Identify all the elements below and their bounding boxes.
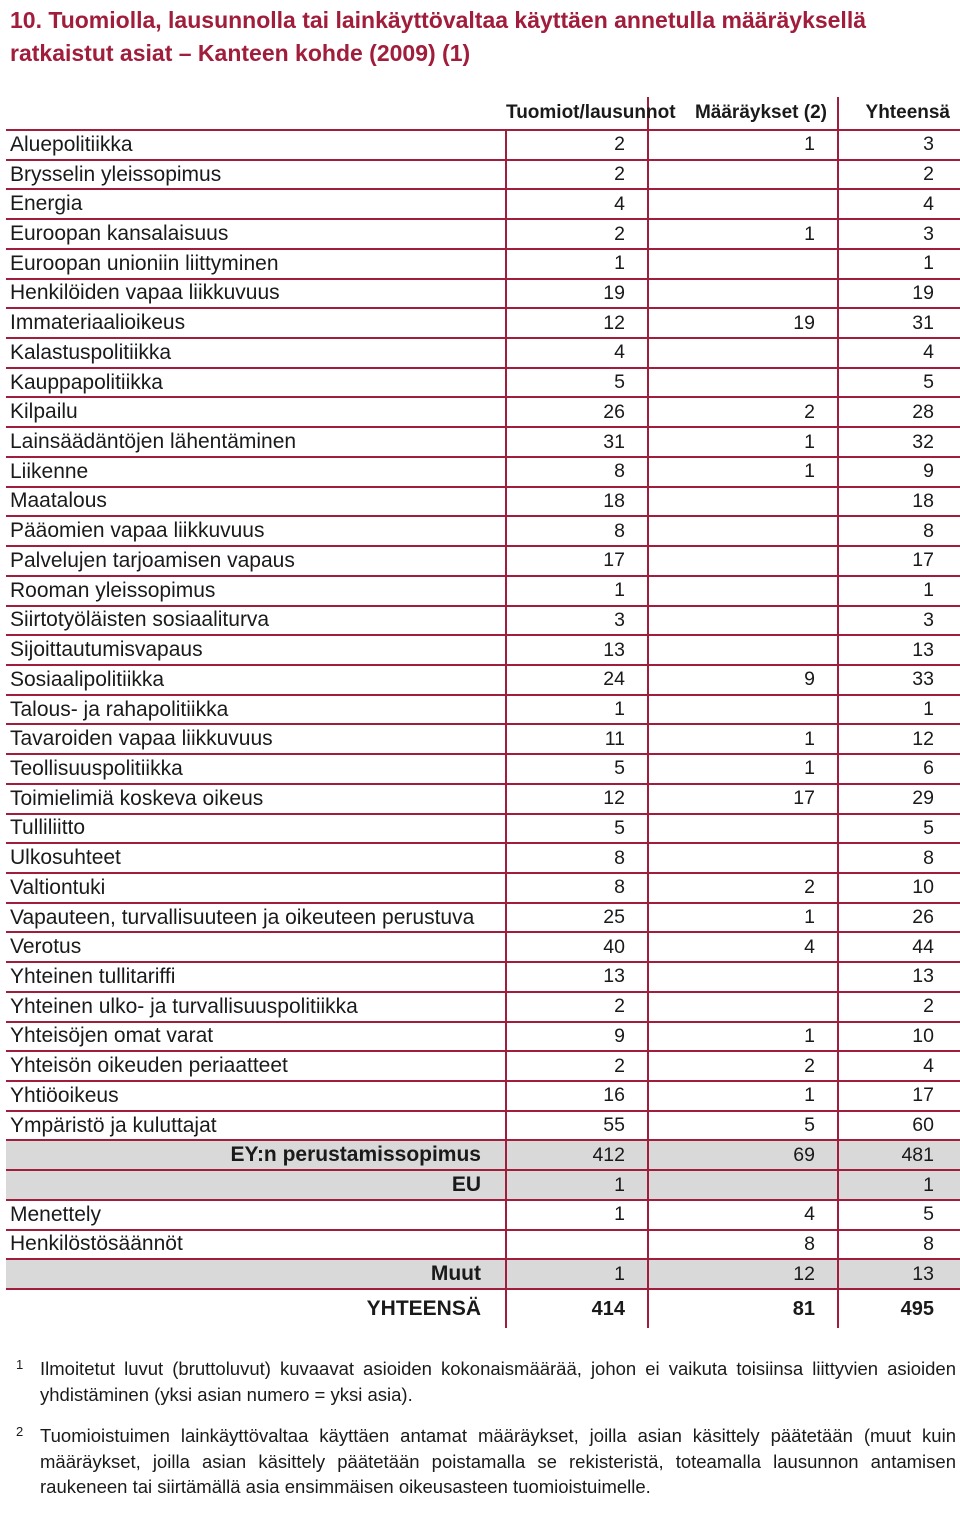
cell-judgments: 412 [506,1140,648,1170]
cell-orders [648,695,838,725]
cell-judgments: 2 [506,992,648,1022]
row-label: Immateriaalioikeus [6,308,506,338]
cell-total: 60 [838,1111,960,1141]
cell-total: 5 [838,1200,960,1230]
cell-orders [648,249,838,279]
cell-total: 29 [838,784,960,814]
row-label: EY:n perustamissopimus [6,1140,506,1170]
table-row [6,160,960,190]
cell-total: 4 [838,189,960,219]
cell-judgments: 11 [506,724,648,754]
row-label: Muut [6,1259,506,1289]
cell-orders: 1 [648,1081,838,1111]
table-row [6,606,960,636]
cell-judgments: 5 [506,754,648,784]
row-label: Talous- ja rahapolitiikka [6,695,506,725]
cell-orders [648,487,838,517]
row-label: Palvelujen tarjoamisen vapaus [6,546,506,576]
footnote-text: Ilmoitetut luvut (bruttoluvut) kuvaavat asioiden kokonaismäärää, johon ei vaikuta toisiinsa liittyvien asioiden yhdistäminen (yksi asian numero = yksi asia). [40,1358,956,1405]
table-row [6,516,960,546]
cell-judgments: 4 [506,189,648,219]
cell-judgments: 26 [506,397,648,427]
cell-orders [648,189,838,219]
cell-judgments: 1 [506,1170,648,1200]
cell-orders: 1 [648,1022,838,1052]
table-row [6,1111,960,1141]
cell-total: 44 [838,932,960,962]
table-header-row [6,97,960,130]
table-row [6,546,960,576]
cell-orders: 19 [648,308,838,338]
cell-judgments: 1 [506,576,648,606]
cell-total: 13 [838,962,960,992]
cell-total: 10 [838,873,960,903]
cell-total: 33 [838,665,960,695]
table-row [6,249,960,279]
cell-orders: 5 [648,1111,838,1141]
cell-judgments: 55 [506,1111,648,1141]
cell-judgments: 31 [506,427,648,457]
table-row [6,1200,960,1230]
footnote-mark: 2 [16,1424,24,1439]
footnote-text: Tuomioistuimen lainkäyttövaltaa käyttäen antamat määräykset, joilla asian käsittely päätetään (muut kuin määräykset, joilla asian käsittely päätetään poistamalla se rekisteristä, toteamalla lausunnon antamisen raukeneen tai siirtämällä asia ensimmäisen oikeusasteen tuomioistuimelle. [40,1425,956,1497]
cases-table [6,97,960,1328]
cell-total: 1 [838,695,960,725]
cell-orders: 4 [648,1200,838,1230]
cell-judgments: 9 [506,1022,648,1052]
cell-judgments: 25 [506,903,648,933]
cell-judgments: 5 [506,814,648,844]
header-judgments: Tuomiot/lausunnot [506,97,648,130]
cell-total: 13 [838,635,960,665]
cell-total: 481 [838,1140,960,1170]
header-spacer [6,97,506,130]
row-label: Yhteinen ulko- ja turvallisuuspolitiikka [6,992,506,1022]
row-label: Verotus [6,932,506,962]
cell-judgments: 5 [506,368,648,398]
cell-total: 9 [838,457,960,487]
cell-judgments: 8 [506,516,648,546]
subtotal-row [6,1140,960,1170]
table-row [6,1230,960,1260]
row-label: Maatalous [6,487,506,517]
cell-judgments: 8 [506,873,648,903]
header-total: Yhteensä [838,97,960,130]
row-label: Liikenne [6,457,506,487]
cell-orders: 17 [648,784,838,814]
cell-judgments: 8 [506,843,648,873]
row-label: Yhteisöjen omat varat [6,1022,506,1052]
row-label: Yhteinen tullitariffi [6,962,506,992]
cell-total: 1 [838,1170,960,1200]
cell-total: 6 [838,754,960,784]
cell-orders [648,338,838,368]
cell-orders [648,635,838,665]
row-label: Yhtiöoikeus [6,1081,506,1111]
row-label: Ympäristö ja kuluttajat [6,1111,506,1141]
total-row [6,1289,960,1328]
cell-total: 495 [838,1289,960,1328]
cell-judgments: 1 [506,1259,648,1289]
cell-judgments: 3 [506,606,648,636]
table-row [6,903,960,933]
cell-orders [648,843,838,873]
cell-orders: 69 [648,1140,838,1170]
cell-total: 26 [838,903,960,933]
cell-orders [648,160,838,190]
cell-total: 17 [838,546,960,576]
cell-orders: 1 [648,754,838,784]
cell-orders: 2 [648,873,838,903]
row-label: Sosiaalipolitiikka [6,665,506,695]
cell-total: 31 [838,308,960,338]
cell-total: 8 [838,516,960,546]
table-row [6,784,960,814]
table-row [6,457,960,487]
cell-orders: 2 [648,1051,838,1081]
cell-orders [648,546,838,576]
cell-judgments: 19 [506,279,648,309]
cell-total: 3 [838,130,960,160]
cell-judgments: 1 [506,1200,648,1230]
cell-total: 28 [838,397,960,427]
table-row [6,724,960,754]
cell-orders [648,606,838,636]
cell-judgments [506,1230,648,1260]
cell-total: 1 [838,576,960,606]
cell-total: 8 [838,843,960,873]
cell-orders: 2 [648,397,838,427]
table-row [6,1051,960,1081]
row-label: Henkilöstösäännöt [6,1230,506,1260]
cell-orders [648,1170,838,1200]
table-row [6,695,960,725]
footnote [10,1356,956,1407]
row-label: Euroopan kansalaisuus [6,219,506,249]
cell-judgments: 17 [506,546,648,576]
cell-orders [648,814,838,844]
row-label: Euroopan unioniin liittyminen [6,249,506,279]
table-row [6,130,960,160]
table-row [6,219,960,249]
cell-judgments: 1 [506,695,648,725]
cell-total: 1 [838,249,960,279]
table-row [6,576,960,606]
cell-judgments: 13 [506,962,648,992]
subtotal-row [6,1170,960,1200]
table-row [6,873,960,903]
cell-orders: 1 [648,457,838,487]
table-title: 10. Tuomiolla, lausunnolla tai lainkäyttövaltaa käyttäen annetulla määräyksellä ratkaistut asiat – Kanteen kohde (2009) (1) [10,7,867,66]
cell-total: 3 [838,606,960,636]
cell-orders: 8 [648,1230,838,1260]
cell-orders: 1 [648,219,838,249]
footnotes [10,1356,956,1516]
cell-orders: 1 [648,903,838,933]
row-label: Yhteisön oikeuden periaatteet [6,1051,506,1081]
table-row [6,338,960,368]
row-label: Pääomien vapaa liikkuvuus [6,516,506,546]
cell-judgments: 414 [506,1289,648,1328]
cell-judgments: 2 [506,1051,648,1081]
cell-judgments: 1 [506,249,648,279]
cell-total: 5 [838,368,960,398]
row-label: Brysselin yleissopimus [6,160,506,190]
cell-orders: 1 [648,724,838,754]
cell-judgments: 13 [506,635,648,665]
row-label: Henkilöiden vapaa liikkuvuus [6,279,506,309]
cell-total: 19 [838,279,960,309]
table-row [6,754,960,784]
row-label: Toimielimiä koskeva oikeus [6,784,506,814]
cell-total: 2 [838,160,960,190]
row-label: Kauppapolitiikka [6,368,506,398]
table-row [6,1022,960,1052]
table-row [6,843,960,873]
footnote-mark: 1 [16,1357,24,1372]
subtotal-row [6,1259,960,1289]
row-label: YHTEENSÄ [366,1297,481,1321]
cell-judgments: 40 [506,932,648,962]
cell-orders: 9 [648,665,838,695]
table-row [6,932,960,962]
cell-judgments: 18 [506,487,648,517]
row-label: Vapauteen, turvallisuuteen ja oikeuteen perustuva [6,903,506,933]
cell-total: 12 [838,724,960,754]
cell-judgments: 24 [506,665,648,695]
cell-total: 4 [838,1051,960,1081]
row-label: Siirtotyöläisten sosiaaliturva [6,606,506,636]
cell-orders [648,992,838,1022]
row-label: Tavaroiden vapaa liikkuvuus [6,724,506,754]
cell-orders: 4 [648,932,838,962]
cell-judgments: 2 [506,130,648,160]
row-label: Energia [6,189,506,219]
row-label: Lainsäädäntöjen lähentäminen [6,427,506,457]
cell-orders: 12 [648,1259,838,1289]
cell-total: 5 [838,814,960,844]
row-label: Tulliliitto [6,814,506,844]
cell-total: 2 [838,992,960,1022]
cell-judgments: 4 [506,338,648,368]
table-row [6,992,960,1022]
row-label: Valtiontuki [6,873,506,903]
row-label: Kilpailu [6,397,506,427]
table-row [6,308,960,338]
table-row [6,1081,960,1111]
cell-total: 3 [838,219,960,249]
row-label: Ulkosuhteet [6,843,506,873]
row-label: Kalastuspolitiikka [6,338,506,368]
cell-judgments: 12 [506,308,648,338]
table-body [6,130,960,1328]
row-label: Menettely [6,1200,506,1230]
table-row [6,962,960,992]
cell-total: 4 [838,338,960,368]
table-row [6,814,960,844]
row-label: Rooman yleissopimus [6,576,506,606]
table-row [6,189,960,219]
cell-orders [648,279,838,309]
cell-judgments: 16 [506,1081,648,1111]
cell-judgments: 8 [506,457,648,487]
table-row [6,635,960,665]
row-label: EU [6,1170,506,1200]
cell-judgments: 2 [506,160,648,190]
cell-judgments: 2 [506,219,648,249]
cell-total: 10 [838,1022,960,1052]
header-orders: Määräykset (2) [648,97,838,130]
table-row [6,397,960,427]
table-row [6,665,960,695]
cell-orders [648,516,838,546]
table-row [6,487,960,517]
cell-orders: 81 [648,1289,838,1328]
row-label: Aluepolitiikka [6,130,506,160]
row-label: Sijoittautumisvapaus [6,635,506,665]
cell-total: 18 [838,487,960,517]
table-row [6,368,960,398]
cell-orders [648,962,838,992]
footnote [10,1423,956,1500]
cell-orders [648,368,838,398]
cell-total: 8 [838,1230,960,1260]
row-label: Teollisuuspolitiikka [6,754,506,784]
cell-total: 13 [838,1259,960,1289]
cell-total: 32 [838,427,960,457]
table-row [6,279,960,309]
cell-orders: 1 [648,130,838,160]
cell-orders [648,576,838,606]
cell-orders: 1 [648,427,838,457]
cell-total: 17 [838,1081,960,1111]
cell-judgments: 12 [506,784,648,814]
table-row [6,427,960,457]
